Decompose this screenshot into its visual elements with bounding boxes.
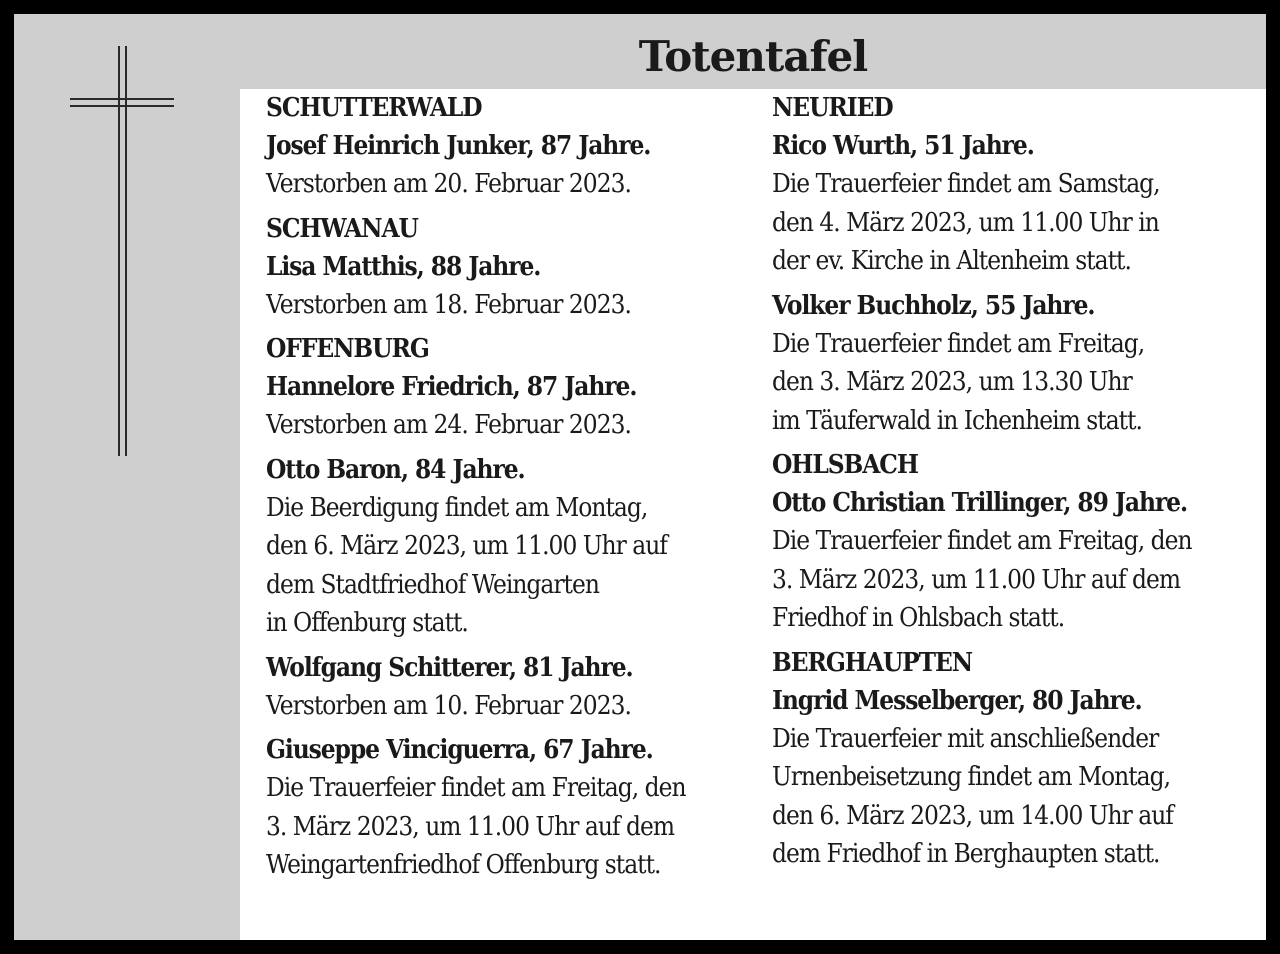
obituary-entry (266, 649, 746, 726)
notice-text: der ev. Kirche in Altenheim statt. (772, 246, 1131, 276)
place-heading: SCHWANAU (266, 213, 418, 244)
notice-text: den 4. März 2023, um 11.00 Uhr in (772, 207, 1159, 238)
obituary-entry (772, 446, 1252, 638)
deceased-name: Ingrid Messelberger, 80 Jahre. (772, 685, 1142, 716)
notice-text: Verstorben am 24. Februar 2023. (266, 410, 631, 440)
deceased-name: Giuseppe Vinciguerra, 67 Jahre. (266, 735, 653, 765)
page-title: Totentafel (638, 32, 868, 81)
notice-text: dem Stadtfriedhof Weingarten (266, 569, 599, 600)
cross-icon (70, 46, 180, 456)
obituary-entry (266, 210, 746, 325)
notice-text: Die Trauerfeier findet am Samstag, (772, 169, 1160, 199)
deceased-name: Otto Baron, 84 Jahre. (266, 454, 525, 485)
obituary-notice (14, 14, 1266, 940)
notice-text: Weingartenfriedhof Offenburg statt. (266, 850, 661, 880)
notice-text: im Täuferwald in Ichenheim statt. (772, 405, 1142, 436)
deceased-name: Hannelore Friedrich, 87 Jahre. (266, 372, 637, 402)
obituary-entry (772, 644, 1252, 874)
notice-text: Verstorben am 18. Februar 2023. (266, 289, 631, 320)
notice-text: 3. März 2023, um 11.00 Uhr auf dem (266, 811, 675, 842)
notice-text: dem Friedhof in Berghaupten statt. (772, 839, 1160, 869)
notice-text: Friedhof in Ohlsbach statt. (772, 603, 1065, 633)
obituary-entry (772, 287, 1252, 441)
deceased-name: Rico Wurth, 51 Jahre. (772, 131, 1034, 161)
notice-text: den 6. März 2023, um 11.00 Uhr auf (266, 531, 667, 561)
notice-text: Die Trauerfeier findet am Freitag, den (266, 773, 686, 803)
obituary-list (240, 89, 1266, 940)
place-heading: OFFENBURG (266, 334, 429, 364)
deceased-name: Otto Christian Trillinger, 89 Jahre. (772, 488, 1188, 518)
deceased-name: Wolfgang Schitterer, 81 Jahre. (266, 652, 633, 683)
obituary-entry (266, 451, 746, 643)
deceased-name: Josef Heinrich Junker, 87 Jahre. (266, 131, 651, 161)
obituary-entry (266, 89, 746, 204)
notice-text: Die Beerdigung findet am Montag, (266, 492, 648, 523)
notice-text: den 6. März 2023, um 14.00 Uhr auf (772, 800, 1173, 831)
obituary-entry (266, 330, 746, 445)
notice-text: Die Trauerfeier findet am Freitag, den (772, 526, 1192, 556)
place-heading: SCHUTTERWALD (266, 93, 482, 123)
notice-text: Urnenbeisetzung findet am Montag, (772, 762, 1171, 792)
left-column (266, 89, 746, 885)
notice-text: Die Trauerfeier mit anschließender (772, 723, 1159, 754)
notice-text: den 3. März 2023, um 13.30 Uhr (772, 367, 1132, 397)
obituary-entry (772, 89, 1252, 281)
notice-text: Verstorben am 10. Februar 2023. (266, 690, 631, 721)
deceased-name: Lisa Matthis, 88 Jahre. (266, 251, 541, 282)
notice-text: in Offenburg statt. (266, 608, 468, 638)
obituary-entry (266, 731, 746, 885)
deceased-name: Volker Buchholz, 55 Jahre. (772, 290, 1095, 321)
right-column (772, 89, 1252, 874)
place-heading: NEURIED (772, 93, 893, 123)
place-heading: BERGHAUPTEN (772, 647, 973, 678)
place-heading: OHLSBACH (772, 450, 918, 480)
notice-text: Verstorben am 20. Februar 2023. (266, 169, 631, 199)
notice-text: Die Trauerfeier findet am Freitag, (772, 328, 1145, 359)
notice-text: 3. März 2023, um 11.00 Uhr auf dem (772, 564, 1181, 595)
